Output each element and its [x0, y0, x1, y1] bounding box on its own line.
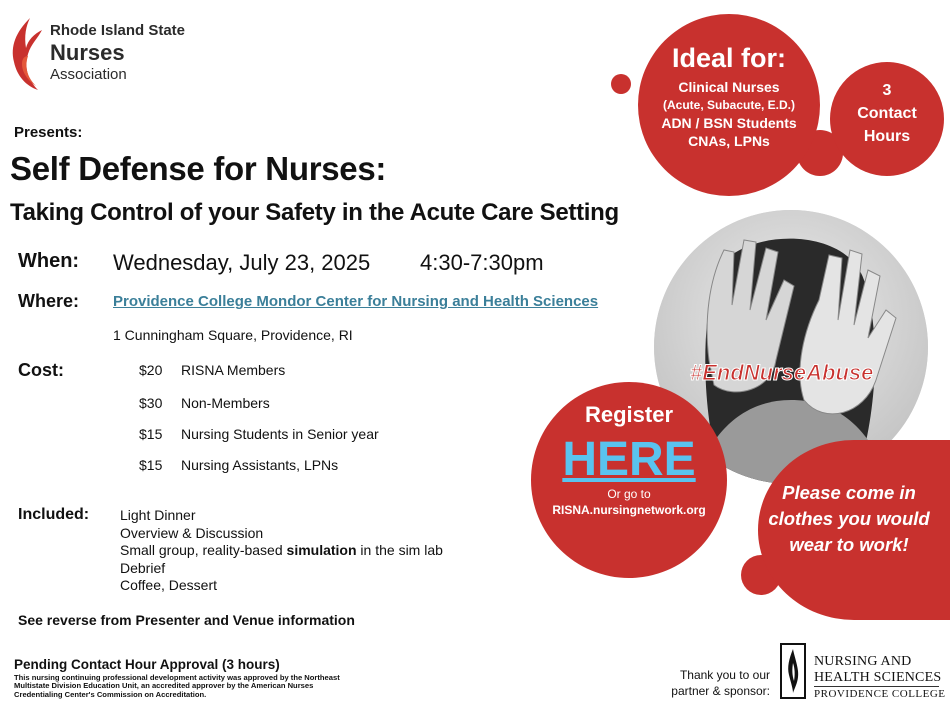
cost-audience: Non-Members: [181, 395, 270, 411]
register-badge: [531, 382, 727, 578]
register-or-text: Or go to: [607, 487, 651, 501]
venue-address: 1 Cunningham Square, Providence, RI: [113, 327, 353, 343]
register-here-link[interactable]: HERE: [562, 433, 696, 486]
cost-audience: Nursing Students in Senior year: [181, 426, 379, 442]
cost-price: $20: [139, 362, 163, 378]
flame-icon: [8, 16, 46, 92]
cost-price: $30: [139, 395, 163, 411]
register-site-link[interactable]: RISNA.nursingnetwork.org: [552, 503, 706, 517]
where-label: Where:: [18, 291, 80, 311]
sim-prefix: Small group, reality-based: [120, 542, 287, 558]
dress-code-badge: [758, 440, 950, 620]
presents-label: Presents:: [14, 124, 83, 141]
sponsor-name-line3: PROVIDENCE COLLEGE: [814, 688, 946, 700]
sim-suffix: in the sim lab: [356, 542, 443, 558]
reverse-note: See reverse from Presenter and Venue information: [18, 612, 355, 628]
cost-price: $15: [139, 457, 163, 473]
included-list: [120, 507, 443, 595]
page-title: Self Defense for Nurses:: [10, 150, 387, 187]
page-subtitle: Taking Control of your Safety in the Acute Care Setting: [10, 199, 619, 226]
cost-audience: RISNA Members: [181, 362, 286, 378]
list-item: [120, 542, 443, 560]
end-nurse-abuse-hashtag: #EndNurseAbuse: [690, 360, 874, 385]
list-item: Overview & Discussion: [120, 524, 264, 541]
logo-text-line3: Association: [50, 66, 127, 83]
list-item: Debrief: [120, 559, 166, 576]
cost-price: $15: [139, 426, 163, 442]
contact-hours-text: Contact: [857, 105, 917, 122]
dress-code-text: Please come in clothes you would wear to work!: [768, 482, 930, 555]
audience-list: [638, 78, 820, 150]
register-heading: Register: [584, 402, 674, 427]
cost-row: [139, 362, 285, 378]
sponsor-name-line1: NURSING AND: [814, 654, 912, 669]
cost-row: [139, 395, 270, 411]
ideal-heading: Ideal for:: [671, 43, 786, 73]
list-item: Coffee, Dessert: [120, 577, 218, 593]
audience-item: Clinical Nurses: [678, 79, 780, 95]
sponsor-name-line2: HEALTH SCIENCES: [814, 670, 942, 685]
logo-text-line1: Rhode Island State: [50, 22, 186, 39]
contact-hours-text: Hours: [863, 128, 911, 145]
pending-approval-heading: Pending Contact Hour Approval (3 hours): [14, 657, 280, 672]
when-label: When:: [18, 250, 80, 272]
ideal-for-badge: [638, 14, 820, 196]
contact-hours-badge: [830, 62, 944, 176]
accreditation-statement: This nursing continuing professional development activity was approved by the Northeast Multistate Division Education Unit, an accredited approver by the American Nurses Credentialing Center's Commission on Accreditation.: [14, 673, 340, 699]
contact-hours-count: 3: [882, 82, 892, 99]
list-item: Light Dinner: [120, 507, 196, 523]
cost-row: [139, 457, 338, 473]
included-label: Included:: [18, 506, 90, 523]
cost-label: Cost:: [18, 360, 64, 380]
decorative-dot: [611, 74, 631, 94]
sim-bold: simulation: [286, 542, 357, 558]
sponsor-logo-icon: [780, 643, 806, 699]
risna-logo: [8, 14, 208, 94]
logo-text-line2: Nurses: [50, 40, 125, 65]
venue-link[interactable]: Providence College Mondor Center for Nursing and Health Sciences: [113, 293, 599, 310]
audience-item: (Acute, Subacute, E.D.): [662, 98, 796, 112]
event-time: 4:30-7:30pm: [420, 250, 544, 275]
audience-item: CNAs, LPNs: [688, 133, 770, 149]
audience-item: ADN / BSN Students: [661, 115, 797, 131]
event-date: Wednesday, July 23, 2025: [113, 250, 371, 275]
sponsor-divider: [814, 686, 939, 687]
sponsor-thanks: Thank you to our partner & sponsor:: [671, 668, 770, 698]
cost-audience: Nursing Assistants, LPNs: [181, 457, 339, 473]
cost-row: [139, 426, 379, 442]
